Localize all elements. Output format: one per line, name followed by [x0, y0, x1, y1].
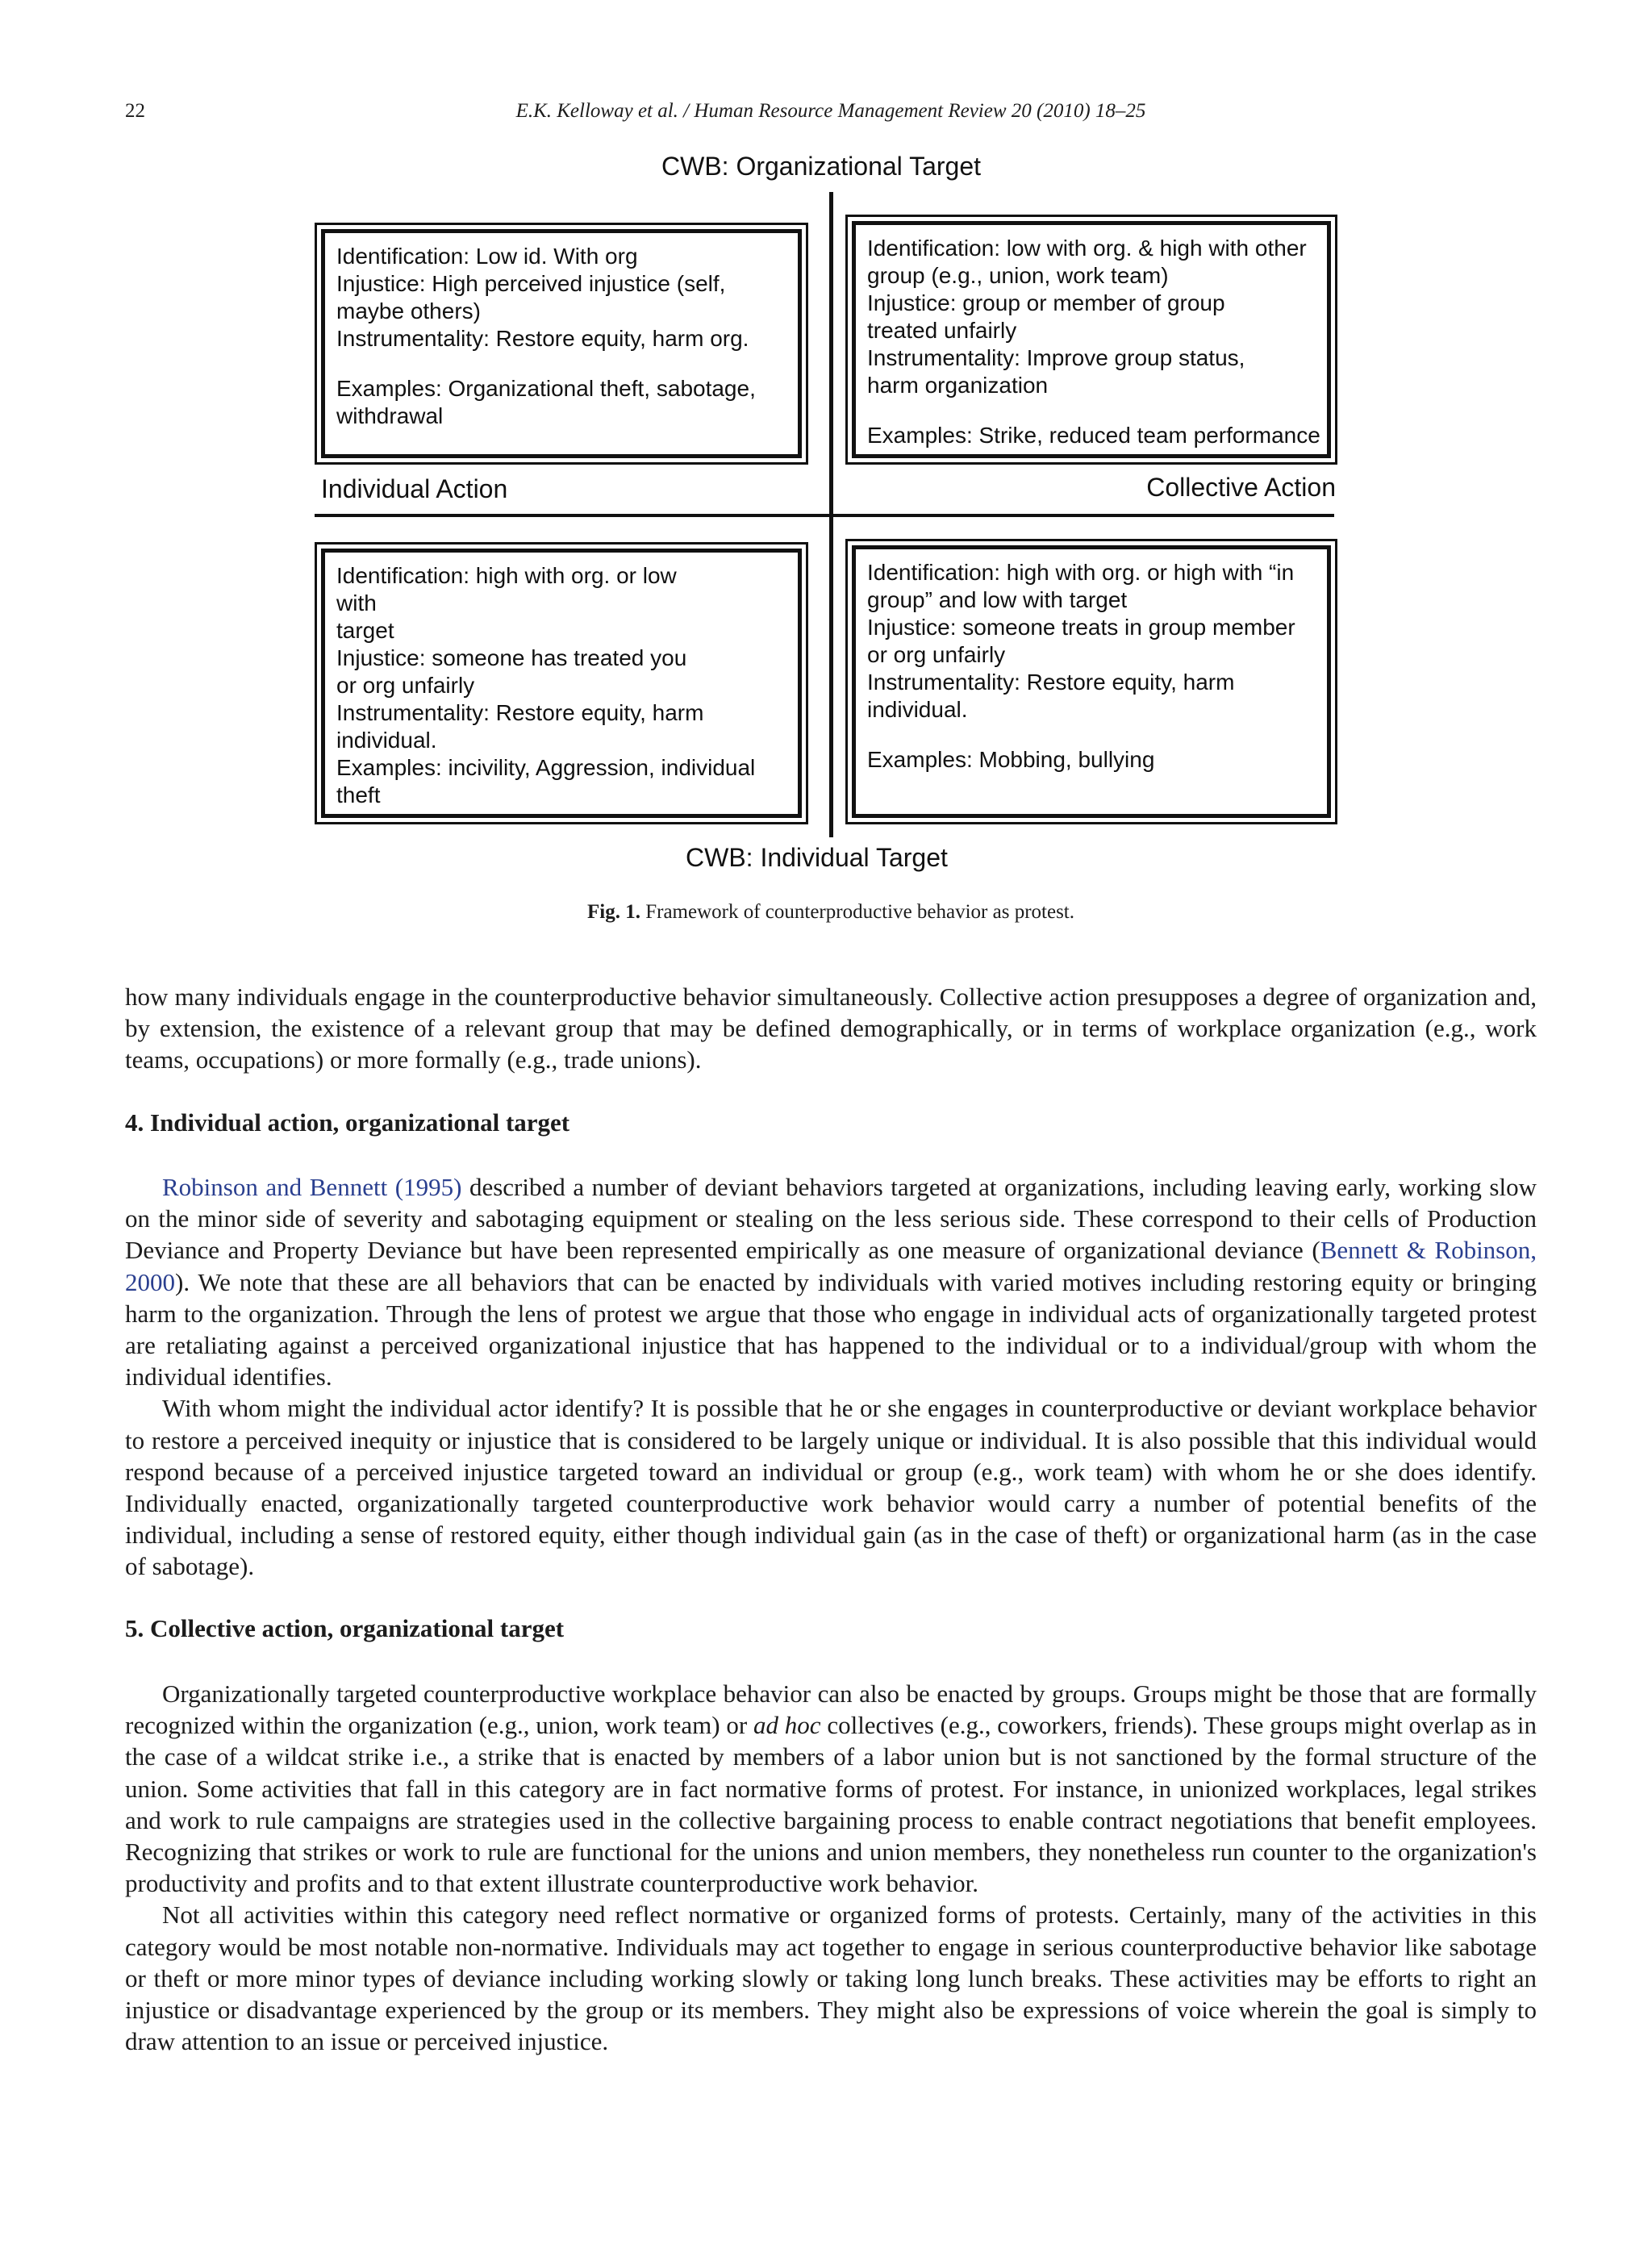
quadrant-bottom-left-text: [321, 549, 802, 818]
figure-1: [307, 145, 1347, 871]
quadrant-line: Instrumentality: Improve group status,: [867, 345, 1245, 370]
quadrant-line: individual.: [336, 728, 437, 753]
paragraph-text: Organizationally targeted counterproductive workplace behavior can also be enacted by groups. Groups might be those that are formally recognized within the organization (e.g., union, work team) or: [125, 1679, 1537, 1740]
quadrant-line: Injustice: someone treats in group member: [867, 615, 1295, 640]
quadrant-top-right-text: [852, 221, 1331, 458]
quadrant-examples: Examples: Strike, reduced team performance: [867, 423, 1320, 448]
horizontal-axis: [315, 514, 1334, 517]
section-5-body: [125, 1678, 1537, 2057]
figure-caption: [125, 901, 1537, 924]
axis-label-top: CWB: Organizational Target: [661, 152, 982, 181]
paragraph: [125, 1678, 1537, 1899]
citation-link[interactable]: Bennett & Robinson, 2000: [125, 1236, 1537, 1296]
quadrant-line: Injustice: group or member of group: [867, 290, 1225, 315]
paragraph-text: described a number of deviant behaviors targeted at organizations, including leaving early, working slow on the minor side of severity and sabotaging equipment or stealing on the less serious side. These correspond to their cells of Production Deviance and Property Deviance but have been represented empirically as one measure of organizational deviance (: [125, 1173, 1537, 1265]
paragraph: [125, 1171, 1537, 1392]
axis-label-left: Individual Action: [321, 474, 508, 503]
quadrant-line: harm organization: [867, 373, 1049, 398]
quadrant-examples: Examples: Organizational theft, sabotage,: [336, 376, 756, 401]
quadrant-line: group (e.g., union, work team): [867, 263, 1169, 288]
page-header: [125, 100, 1537, 132]
citation-link[interactable]: Robinson and Bennett (1995): [162, 1173, 462, 1201]
quadrant-bottom-right: [845, 539, 1337, 824]
quadrant-line: Identification: high with org. or low: [336, 563, 677, 588]
axis-label-bottom: CWB: Individual Target: [686, 843, 948, 872]
quadrant-line: Identification: high with org. or high with “in: [867, 560, 1295, 585]
italic-term: ad hoc: [753, 1711, 821, 1740]
quadrant-line: individual.: [867, 697, 968, 722]
quadrant-line: theft: [336, 782, 381, 807]
quadrant-examples: Examples: Mobbing, bullying: [867, 747, 1155, 772]
quadrant-line: target: [336, 618, 394, 643]
section-4-heading: 4. Individual action, organizational target: [125, 1108, 570, 1137]
quadrant-line: or org unfairly: [867, 642, 1006, 667]
caption-text: Framework of counterproductive behavior as protest.: [645, 901, 1074, 923]
quadrant-line: maybe others): [336, 298, 481, 323]
quadrant-bottom-left: [315, 542, 808, 824]
running-head: E.K. Kelloway et al. / Human Resource Management Review 20 (2010) 18–25: [515, 100, 1146, 122]
page-number: 22: [125, 100, 145, 122]
quadrant-line: Identification: low with org. & high with other: [867, 236, 1307, 261]
paragraph: how many individuals engage in the counterproductive behavior simultaneously. Collective action presupposes a degree of organization and, by extension, the existence of a relevant group that may be defined demographically, or in terms of workplace organization (e.g., work teams, occupations) or more formally (e.g., trade unions).: [125, 983, 1537, 1074]
quadrant-top-left: [315, 223, 808, 465]
quadrant-line: Instrumentality: Restore equity, harm org.: [336, 326, 749, 351]
quadrant-line: Injustice: someone has treated you: [336, 645, 687, 670]
paragraph: With whom might the individual actor identify? It is possible that he or she engages in counterproductive or deviant workplace behavior to restore a perceived inequity or injustice that is considered to be largely unique or individual. It is also possible that this individual would respond because of a perceived injustice targeted toward an individual or group (e.g., work team) with whom he or she does identify. Individually enacted, organizationally targeted counterproductive work behavior would carry a number of potential benefits of the individual, including a sense of restored equity, either though individual gain (as in the case of theft) or organizational harm (as in the case of sabotage).: [125, 1394, 1537, 1581]
quadrant-line: Injustice: High perceived injustice (self,: [336, 271, 726, 296]
paragraph-text: ). We note that these are all behaviors that can be enacted by individuals with varied motives including restoring equity or bringing harm to the organization. Through the lens of protest we argue that those who engage in individual acts of organizationally targeted protest are retaliating against a perceived organizational injustice that has happened to the individual or to a individual/group with whom the individual identifies.: [125, 1267, 1537, 1391]
quadrant-line: Identification: Low id. With org: [336, 244, 638, 269]
quadrant-line: treated unfairly: [867, 318, 1017, 343]
quadrant-line: with: [336, 590, 377, 615]
quadrant-line: Instrumentality: Restore equity, harm: [336, 700, 704, 725]
quadrant-line: Instrumentality: Restore equity, harm: [867, 670, 1235, 695]
section-5-heading: 5. Collective action, organizational target: [125, 1614, 565, 1642]
quadrant-line: or org unfairly: [336, 673, 475, 698]
paragraph: Not all activities within this category need reflect normative or organized forms of protests. Certainly, many of the activities in this category would be most notable non-normative. Individuals may act together to engage in serious counterproductive behavior like sabotage or theft or more minor types of deviance including working slowly or taking long lunch breaks. These activities may be efforts to right an injustice or disadvantage experienced by the group or its members. They might also be expressions of voice wherein the goal is simply to draw attention to an issue or perceived injustice.: [125, 1900, 1537, 2056]
quadrant-top-right: [845, 215, 1337, 465]
caption-label: Fig. 1.: [587, 901, 640, 923]
paragraph-text: collectives (e.g., coworkers, friends). These groups might overlap as in the case of a wildcat strike i.e., a strike that is enacted by members of a labor union but is not sanctioned by the formal structure of the union. Some activities that fall in this category are in fact normative forms of protest. For instance, in unionized workplaces, legal strikes and work to rule campaigns are strategies used in the collective bargaining process to enable contract negotiations that benefit employees. Recognizing that strikes or work to rule are functional for the unions and union members, they nonetheless run counter to the organization's productivity and profits and to that extent illustrate counterproductive work behavior.: [125, 1711, 1537, 1898]
quadrant-examples: withdrawal: [336, 403, 444, 428]
intro-text: [125, 981, 1537, 1076]
quadrant-line: group” and low with target: [867, 587, 1128, 612]
quadrant-line: Examples: incivility, Aggression, individual: [336, 755, 756, 780]
quadrant-bottom-right-text: [852, 545, 1331, 818]
axis-label-right: Collective Action: [1146, 473, 1336, 502]
quadrant-top-left-text: [321, 229, 802, 458]
section-4-body: [125, 1171, 1537, 1583]
